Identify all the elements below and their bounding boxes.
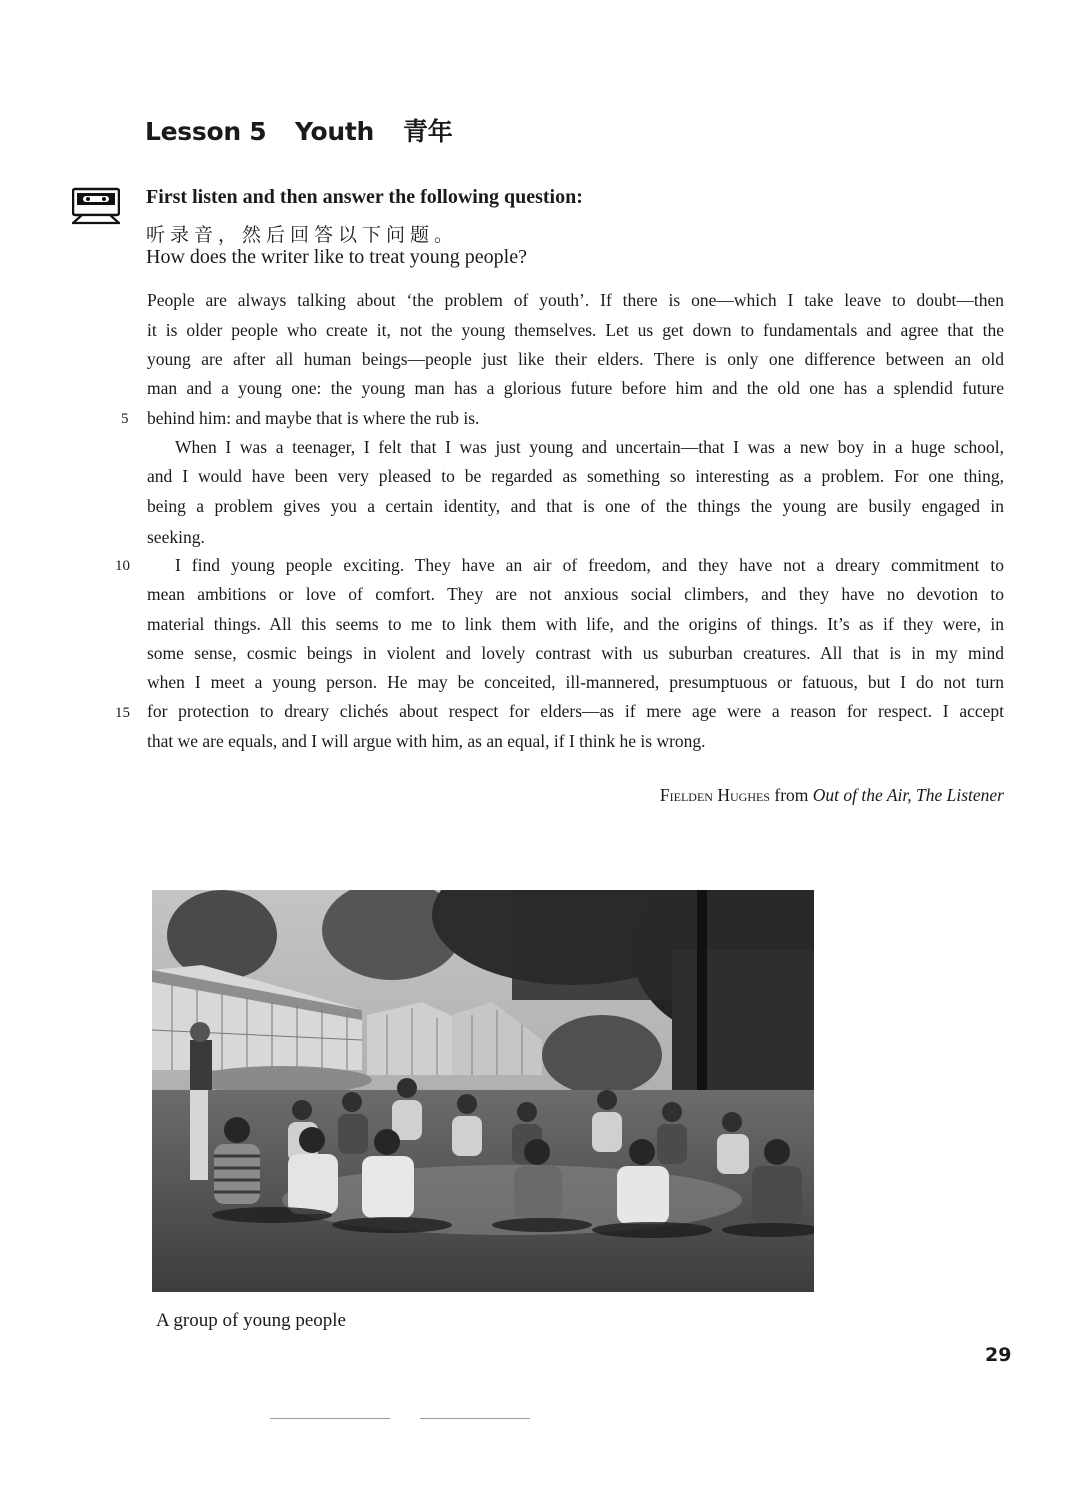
passage-line: I find young people exciting. They have an air of freedom, and they have not a dreary commitment to	[175, 555, 1004, 575]
passage-line: when I meet a young person. He may be conceited, ill-mannered, presumptuous or fatuous, but I do not turn	[147, 672, 1004, 692]
passage-line: for protection to dreary clichés about respect for elders—as if mere age were a reason for respect. I accept	[147, 701, 1004, 721]
passage-line: People are always talking about ‘the problem of youth’. If there is one—which I take leave to doubt—then	[147, 290, 1004, 310]
passage-line: seeking.	[147, 527, 205, 547]
cassette-tape-icon	[72, 187, 120, 230]
attribution-author: Fielden Hughes	[659, 785, 770, 805]
lesson-number: Lesson 5	[145, 117, 267, 146]
passage-line: young are after all human beings—people just like their elders. There is only one difference between an old	[147, 349, 1004, 369]
lesson-topic: Youth	[295, 117, 375, 146]
lesson-topic-chinese: 青年	[403, 117, 453, 146]
line-number: 10	[115, 558, 130, 574]
scan-mark	[420, 1418, 530, 1419]
line-number: 15	[115, 705, 130, 721]
scan-mark	[270, 1418, 390, 1419]
passage-line: material things. All this seems to me to link them with life, and the origins of things. It’s as if they were, in	[147, 614, 1004, 634]
passage-line: behind him: and maybe that is where the rub is.	[147, 408, 480, 428]
passage-line: man and a young one: the young man has a glorious future before him and the old one has a splendid future	[147, 378, 1004, 398]
passage-line: that we are equals, and I will argue with him, as an equal, if I think he is wrong.	[147, 731, 706, 751]
lesson-title	[145, 112, 452, 148]
attribution-source: Out of the Air, The Listener	[812, 785, 1004, 805]
page-number: 29	[985, 1344, 1012, 1366]
line-number: 5	[121, 411, 129, 427]
passage-line: mean ambitions or love of comfort. They are not anxious social climbers, and they have no devotion to	[147, 584, 1004, 604]
passage-line: some sense, cosmic beings in violent and lovely contrast with us suburban creatures. All that is in my mind	[147, 643, 1004, 663]
photo-caption: A group of young people	[156, 1310, 346, 1331]
passage-line: and I would have been very pleased to be regarded as something so interesting as a problem. For one thing,	[147, 466, 1004, 486]
passage-line: it is older people who create it, not the young themselves. Let us get down to fundamentals and agree that the	[147, 320, 1004, 340]
attribution	[660, 785, 1004, 806]
instruction-heading: First listen and then answer the following question:	[146, 186, 583, 208]
instruction-chinese: 听录音，然后回答以下问题。	[146, 224, 459, 246]
passage-line: When I was a teenager, I felt that I was just young and uncertain—that I was a new boy in a huge school,	[175, 437, 1004, 457]
comprehension-question: How does the writer like to treat young people?	[146, 246, 527, 268]
group-photo	[152, 890, 814, 1292]
passage-line: being a problem gives you a certain identity, and that is one of the things the young are busily engaged in	[147, 496, 1004, 516]
attribution-connector: from	[774, 785, 809, 805]
